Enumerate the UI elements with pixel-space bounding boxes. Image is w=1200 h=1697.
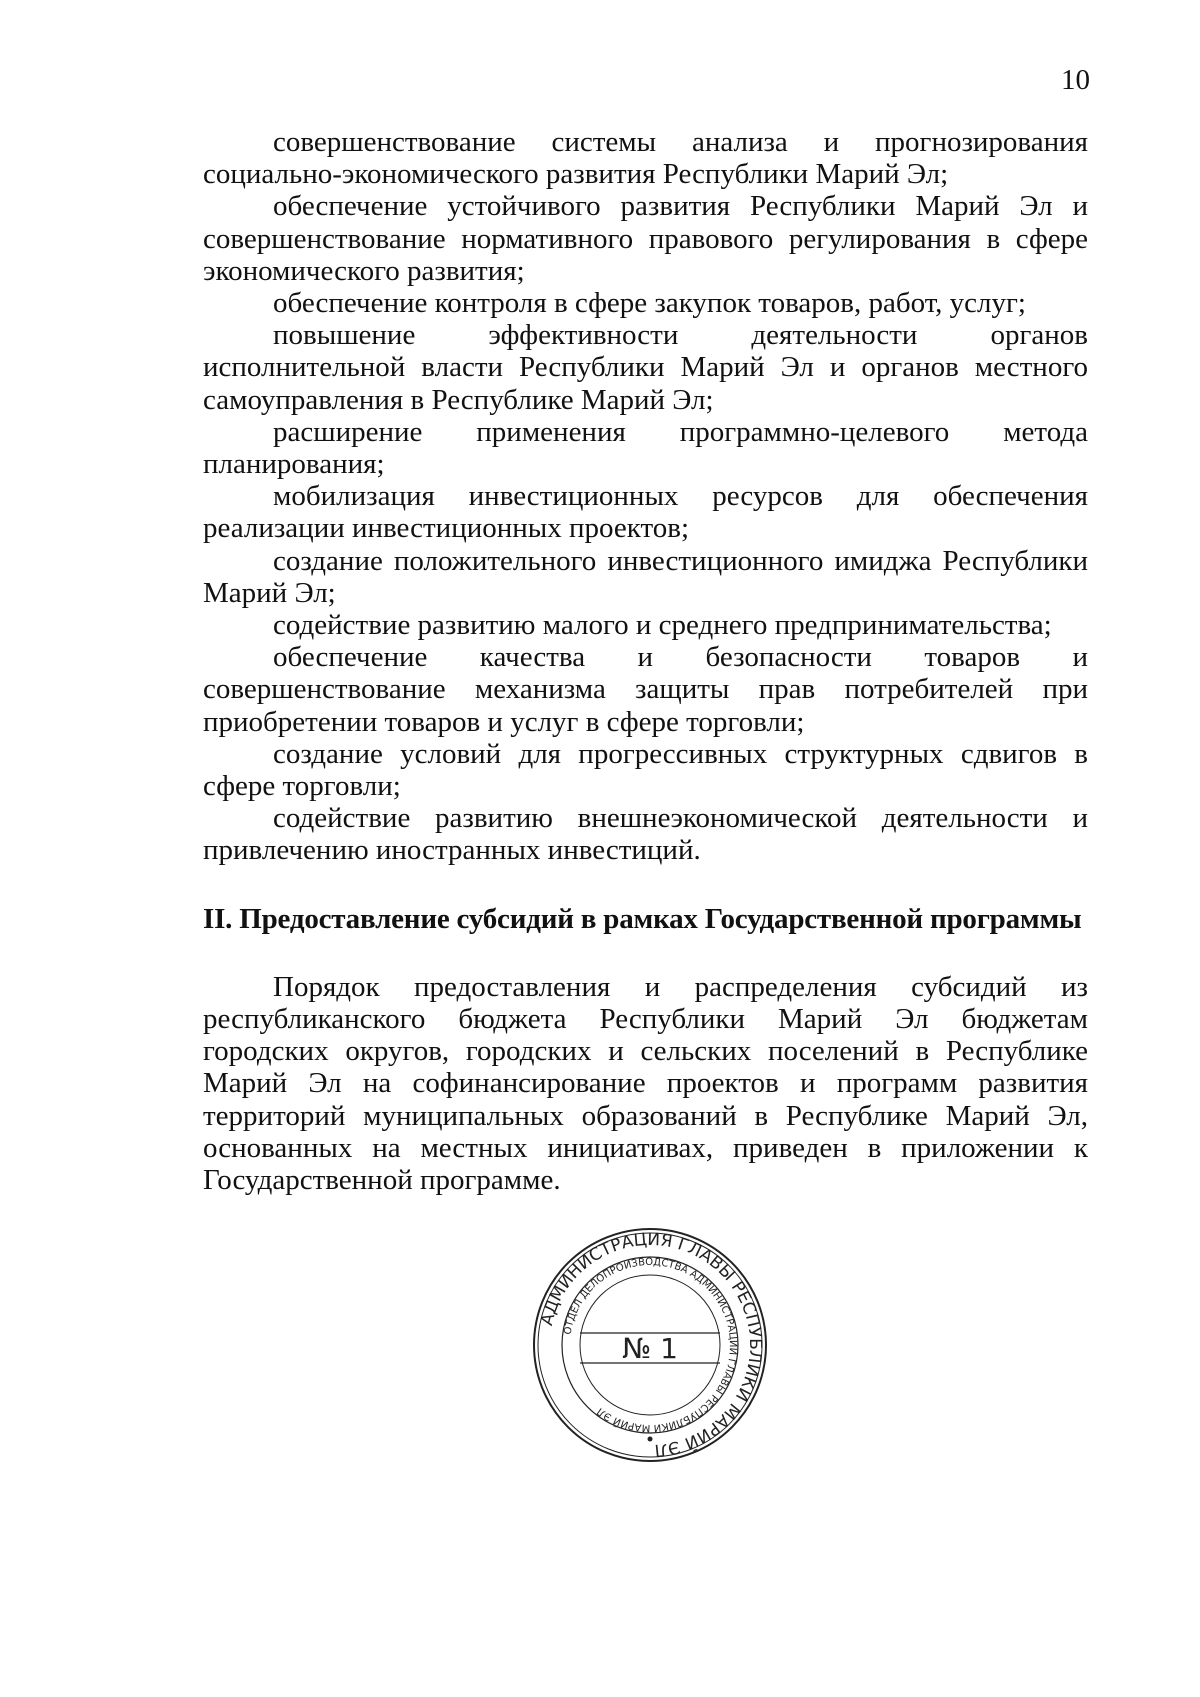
- section-paragraph: Порядок предоставления и распределения субсидий из республиканского бюджета Республики Марий Эл бюджетам городских округов, городских и сельских поселений в Республике Марий Эл на софинансирование проектов и программ развития территорий муниципальных образований в Республике Марий Эл, основанных на местных инициативах, приведен в приложении к Государственной программе.: [203, 970, 1088, 1197]
- body-text: [203, 126, 1088, 1196]
- section-heading: II. Предоставление субсидий в рамках Государственной программы: [203, 902, 1082, 935]
- seal-number: № 1: [622, 1332, 678, 1365]
- paragraph: мобилизация инвестиционных ресурсов для обеспечения реализации инвестиционных проектов;: [203, 480, 1088, 545]
- paragraph: создание положительного инвестиционного имиджа Республики Марий Эл;: [203, 544, 1088, 609]
- paragraph: содействие развитию малого и среднего предпринимательства;: [273, 609, 1052, 642]
- paragraph: обеспечение качества и безопасности товаров и совершенствование механизма защиты прав потребителей при приобретении товаров и услуг в сфере торговли;: [203, 641, 1088, 738]
- page-number: 10: [1061, 64, 1090, 96]
- paragraph: обеспечение устойчивого развития Республики Марий Эл и совершенствование нормативного правового регулирования в сфере экономического развития;: [203, 190, 1088, 287]
- seal-outer-text: АДМИНИСТРАЦИЯ ГЛАВЫ РЕСПУБЛИКИ МАРИЙ ЭЛ: [537, 1229, 766, 1461]
- paragraph: содействие развитию внешнеэкономической деятельности и привлечению иностранных инвестиций.: [203, 802, 1088, 867]
- seal-inner-text: ОТДЕЛ ДЕЛОПРОИЗВОДСТВА АДМИНИСТРАЦИИ ГЛАВЫ РЕСПУБЛИКИ МАРИЙ ЭЛ: [562, 1256, 739, 1434]
- paragraph: создание условий для прогрессивных структурных сдвигов в сфере торговли;: [203, 737, 1088, 803]
- paragraph: обеспечение контроля в сфере закупок товаров, работ, услуг;: [273, 287, 1026, 320]
- paragraph: расширение применения программно-целевого метода планирования;: [203, 415, 1088, 481]
- paragraph: совершенствование системы анализа и прогнозирования социально-экономического развития Республики Марий Эл;: [203, 126, 1088, 191]
- paragraph: повышение эффективности деятельности органов исполнительной власти Республики Марий Эл и органов местного самоуправления в Республике Марий Эл;: [203, 319, 1088, 416]
- official-seal: [530, 1225, 770, 1465]
